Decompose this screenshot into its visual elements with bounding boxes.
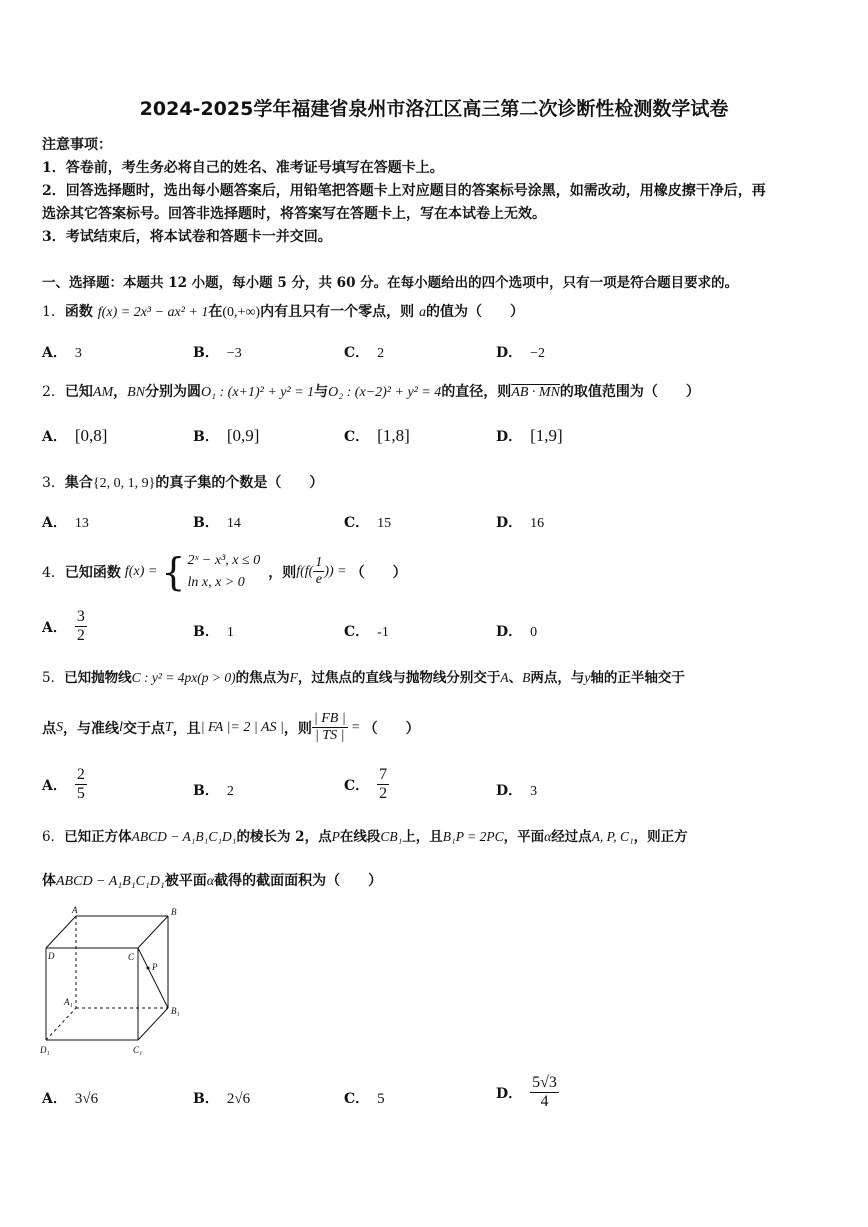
section-heading: 一、选择题：本题共 12 小题，每小题 5 分，共 60 分。在每小题给出的四个选项中，只有一项是符合题目要求的。 (42, 275, 739, 291)
q2-bn: BN (127, 385, 146, 400)
q5-text: 轴的正半轴交于 (590, 670, 685, 686)
option-a (42, 766, 87, 804)
option-value: 2 (226, 784, 234, 799)
label-d: D (48, 951, 55, 961)
q5-text: 交于点 (122, 720, 165, 737)
option-d (496, 426, 563, 446)
option-label: B． (193, 783, 219, 799)
question-6-line-1 (42, 825, 688, 845)
option-a (42, 426, 107, 446)
option-value: 3√6 (74, 1091, 99, 1107)
option-label: D． (496, 345, 523, 361)
notice-item: 1．答卷前，考生务必将自己的姓名、准考证号填写在答题卡上。 (42, 160, 444, 176)
option-value: 2√6 (226, 1091, 251, 1107)
q4-text: ，则 (268, 564, 297, 581)
option-label: B． (193, 515, 219, 531)
q6-segment: CB₁ (380, 829, 403, 844)
q6-points: A, P, C₁ (591, 829, 634, 844)
option-c (344, 426, 410, 446)
option-value: 14 (226, 516, 241, 531)
q5-var: A (500, 670, 509, 685)
notice-item: 选涂其它答案标号。回答非选择题时，将答案写在答题卡上，写在本试卷上无效。 (42, 206, 546, 222)
q6-cube: ABCD − A₁B₁C₁D₁ (131, 829, 237, 844)
label-b: B (171, 907, 177, 917)
label-a1: A₁ (64, 997, 73, 1007)
option-value: 0 (530, 625, 538, 640)
option-label: B． (193, 1091, 219, 1107)
q5-condition: | FA |= 2 | AS | (200, 719, 284, 735)
option-fraction (377, 766, 389, 804)
q6-text: 经过点 (551, 829, 592, 845)
q3-set: {2, 0, 1, 9} (92, 476, 156, 491)
option-d (496, 342, 545, 362)
option-b (193, 512, 241, 532)
option-label: C． (344, 515, 370, 531)
q2-am: AM (92, 385, 114, 400)
question-3 (42, 472, 323, 492)
q6-text: 在线段 (339, 829, 381, 845)
option-label: C． (344, 777, 370, 794)
option-label: A． (42, 515, 67, 531)
question-number: 4． (42, 564, 65, 581)
fraction-denominator: | TS | (315, 728, 345, 744)
fraction-numerator: 1 (313, 555, 324, 572)
option-label: D． (496, 515, 523, 531)
q5-var: B (522, 670, 531, 685)
label-c: C (128, 952, 135, 962)
q6-ratio: B₁P = 2PC (442, 829, 504, 844)
question-6-line-2 (42, 870, 382, 890)
cube-edge (46, 916, 76, 948)
label-p: P (152, 962, 158, 972)
option-b (193, 780, 234, 800)
option-a (42, 1088, 98, 1108)
q1-text: 函数 (64, 304, 93, 320)
fraction-numerator: | FB | (312, 711, 348, 728)
q5-text: 两点，与 (530, 670, 585, 686)
q5-var: F (289, 670, 298, 685)
fraction-denominator: 5 (76, 785, 85, 803)
label-b1: B₁ (171, 1006, 180, 1016)
notice-item: 3．考试结束后，将本试卷和答题卡一并交回。 (42, 229, 332, 245)
brace-symbol: { (161, 549, 186, 594)
q5-text: （ ） (363, 720, 420, 737)
option-label: A． (42, 1091, 67, 1107)
q2-text: 已知 (64, 384, 93, 400)
option-c (344, 766, 389, 804)
option-value: [0,9] (226, 426, 260, 445)
option-b (193, 342, 242, 362)
option-label: B． (193, 624, 219, 640)
option-d (496, 512, 544, 532)
option-label: C． (344, 345, 370, 361)
option-value: 16 (530, 516, 545, 531)
option-c (344, 621, 389, 641)
q4-expr: f(f( (296, 563, 314, 579)
fraction-numerator: 5√3 (530, 1074, 559, 1093)
option-a (42, 608, 87, 646)
question-1 (42, 301, 524, 321)
option-value: 2 (377, 346, 385, 361)
label-d1: D₁ (40, 1045, 50, 1055)
option-b (193, 426, 259, 446)
option-label: C． (344, 429, 370, 445)
segment-cb1 (138, 948, 168, 1008)
q2-text: 与 (314, 384, 329, 400)
q6-text: 的棱长为 2，点 (236, 829, 332, 845)
q5-text: ，过焦点的直线与抛物线分别交于 (297, 670, 501, 686)
option-b (193, 621, 234, 641)
q5-text: 、 (508, 670, 523, 686)
fraction-denominator: 2 (76, 627, 85, 645)
q5-text: 的焦点为 (235, 670, 290, 686)
option-value: -1 (377, 625, 389, 640)
option-value: [1,9] (530, 426, 563, 445)
option-c (344, 342, 384, 362)
option-label: A． (42, 429, 67, 445)
q6-var: α (206, 874, 215, 889)
question-number: 5． (42, 670, 65, 686)
option-value: [1,8] (377, 426, 410, 445)
option-a (42, 512, 89, 532)
q6-text: 上，且 (402, 829, 443, 845)
option-a (42, 342, 82, 362)
q5-text: ，且 (172, 720, 201, 737)
notice-heading: 注意事项： (42, 137, 112, 153)
q1-var: a (418, 305, 426, 320)
cube-edge (138, 1008, 168, 1040)
q4-text: 已知函数 (64, 564, 121, 581)
fraction-numerator: 3 (75, 608, 87, 627)
q3-text: 集合 (64, 475, 93, 491)
option-label: A． (42, 777, 67, 794)
q5-text: ，则 (283, 720, 312, 737)
fraction-denominator: 2 (379, 785, 388, 803)
q4-text: （ ） (350, 564, 407, 581)
q5-parabola: C : y² = 4px(p > 0) (131, 670, 236, 685)
q2-text: 的直径，则 (441, 384, 512, 400)
q1-interval: (0,+∞) (222, 305, 261, 320)
fraction-denominator: 4 (540, 1093, 549, 1111)
q5-text: ，与准线 (63, 720, 119, 737)
q2-text: 分别为圆 (145, 384, 202, 400)
q1-function: f(x) = 2x³ − ax² + 1 (97, 305, 209, 320)
option-value: −2 (530, 346, 546, 361)
label-a: A (72, 905, 78, 915)
q2-text: ， (113, 384, 128, 400)
q5-eq: = (351, 719, 360, 735)
option-label: A． (42, 345, 67, 361)
cube-figure (38, 904, 188, 1056)
label-c1: C₁ (133, 1045, 143, 1055)
question-number: 3． (42, 475, 65, 491)
q6-text: 已知正方体 (64, 829, 132, 845)
q4-case2: ln x, x > 0 (187, 574, 245, 590)
q6-text: ，则正方 (633, 829, 688, 845)
q6-text: ，平面 (503, 829, 545, 845)
q2-circle2: O₂ : (x−2)² + y² = 4 (328, 385, 442, 400)
option-label: D． (496, 624, 523, 640)
q6-var: α (544, 829, 552, 844)
option-c (344, 512, 391, 532)
option-value: 3 (530, 784, 538, 799)
q6-cube: ABCD − A₁B₁C₁D₁ (56, 874, 165, 889)
fraction-numerator: 7 (377, 766, 389, 785)
q5-fraction (312, 711, 348, 744)
option-c (344, 1088, 385, 1108)
option-label: B． (193, 345, 219, 361)
option-label: A． (42, 619, 67, 636)
option-label: D． (496, 429, 523, 445)
page-title: 2024-2025学年福建省泉州市洛江区高三第二次诊断性检测数学试卷 (139, 98, 729, 120)
option-label: B． (193, 429, 219, 445)
q5-text: 已知抛物线 (64, 670, 132, 686)
option-b (193, 1088, 250, 1108)
option-d (496, 780, 537, 800)
q5-var: y (584, 670, 591, 685)
q5-var: l (119, 719, 123, 735)
option-label: C． (344, 1091, 370, 1107)
q3-text: 的真子集的个数是（ ） (155, 475, 324, 491)
hidden-edge (46, 1008, 76, 1040)
q5-var: T (164, 719, 173, 735)
question-4 (42, 550, 407, 593)
option-fraction (75, 766, 87, 804)
fraction-denominator: e (315, 572, 322, 588)
q5-var: S (56, 719, 63, 735)
option-value: 15 (377, 516, 392, 531)
q1-text: 的值为（ ） (425, 304, 524, 320)
question-2 (42, 381, 700, 401)
notice-item: 2．回答选择题时，选出每小题答案后，用铅笔把答题卡上对应题目的答案标号涂黑，如需改动，用橡皮擦干净后，再 (42, 183, 766, 199)
q5-text: 点 (42, 720, 56, 737)
question-number: 2． (42, 384, 65, 400)
q2-circle1: O₁ : (x+1)² + y² = 1 (201, 385, 315, 400)
option-value: 13 (74, 516, 89, 531)
option-value: 1 (226, 625, 234, 640)
question-5-line-2 (42, 711, 420, 744)
option-label: C． (344, 624, 370, 640)
option-fraction (530, 1074, 559, 1112)
option-label: D． (496, 783, 523, 799)
q2-text: 的取值范围为（ ） (559, 384, 700, 400)
option-value: −3 (226, 346, 242, 361)
question-number: 1． (42, 304, 65, 320)
question-number: 6． (42, 829, 65, 845)
option-d (496, 1074, 559, 1112)
q4-case1: 2ˣ − x³, x ≤ 0 (187, 553, 261, 568)
point-p (147, 967, 150, 970)
option-value: 3 (74, 346, 82, 361)
q4-cases (187, 550, 260, 593)
option-fraction (75, 608, 87, 646)
option-value: 5 (377, 1091, 385, 1107)
q4-fx: f(x) = (124, 563, 158, 579)
fraction-numerator: 2 (75, 766, 87, 785)
q2-dot-product: AB · MN (511, 385, 560, 400)
q1-text: 内有且只有一个零点，则 (260, 304, 415, 320)
question-5-line-1 (42, 666, 685, 686)
q4-expr: )) = (324, 563, 347, 579)
option-value: [0,8] (74, 426, 108, 445)
q6-text: 截得的截面面积为（ ） (214, 873, 383, 889)
q1-text: 在 (208, 304, 223, 320)
option-d (496, 621, 537, 641)
option-label: D． (496, 1085, 523, 1102)
q6-text: 被平面 (164, 873, 207, 889)
q6-var: P (331, 829, 340, 844)
cube-edge (138, 916, 168, 948)
q4-fraction (313, 555, 324, 588)
q6-text: 体 (42, 873, 56, 889)
